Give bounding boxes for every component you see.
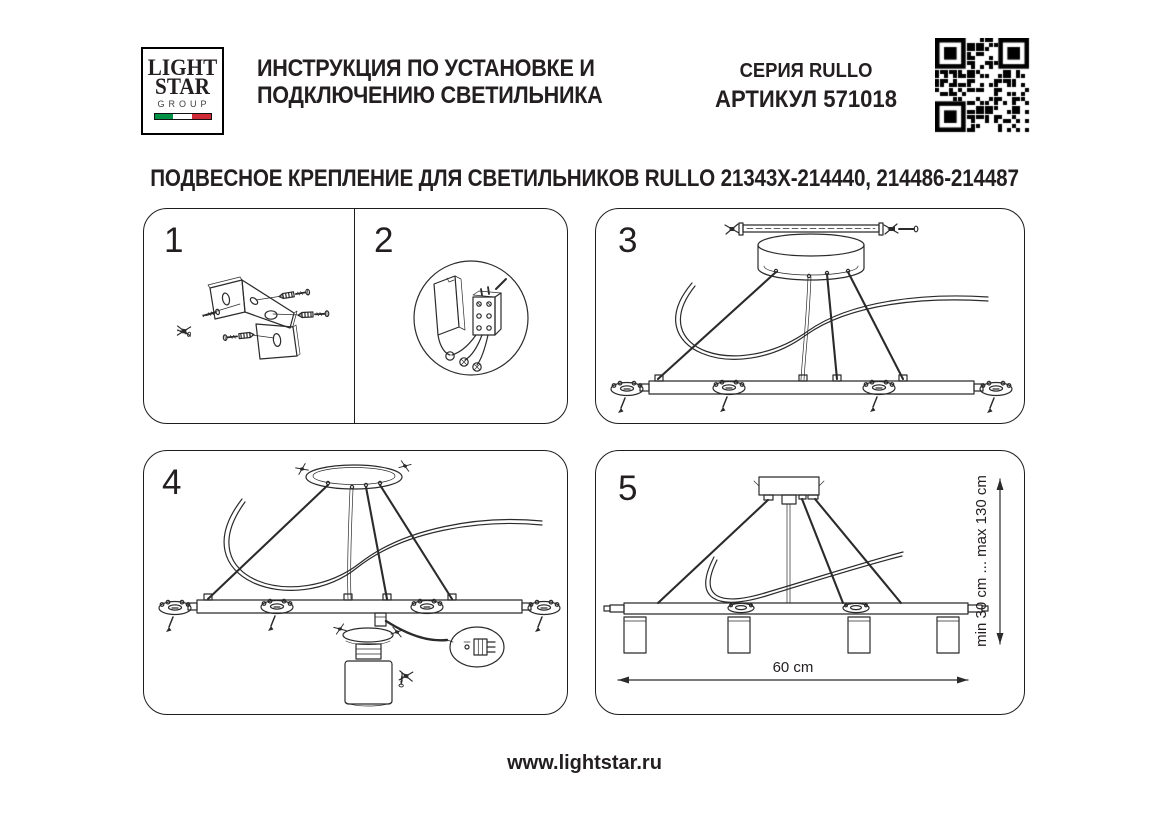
subtitle: ПОДВЕСНОЕ КРЕПЛЕНИЕ ДЛЯ СВЕТИЛЬНИКОВ RULLO 21343X-214440, 214486-214487 [150, 165, 1019, 192]
logo-word-light: LIGHT [147, 55, 218, 80]
title-line-1: ИНСТРУКЦИЯ ПО УСТАНОВКЕ И [257, 55, 595, 82]
step-5-box [595, 450, 1025, 715]
height-dimension-label: min 30 cm ... max 130 cm [973, 475, 990, 647]
website-url: www.lightstar.ru [507, 752, 662, 774]
logo-word-star: STAR [155, 74, 210, 99]
lightstar-logo [141, 47, 224, 135]
italian-flag-bar [154, 113, 212, 120]
step5-dimensions-diagram [596, 451, 1026, 716]
step-number-3: 3 [618, 221, 638, 260]
series-label: СЕРИЯ RULLO [739, 60, 873, 82]
title-line-2: ПОДКЛЮЧЕНИЮ СВЕТИЛЬНИКА [257, 82, 603, 109]
step2-wiring-detail-diagram [354, 209, 569, 425]
step-1-2-box [143, 208, 568, 424]
flag-green-segment [155, 114, 174, 119]
step-number-4: 4 [162, 463, 182, 502]
step1-bracket-diagram [144, 209, 354, 425]
width-dimension-label: 60 cm [772, 659, 814, 676]
article-label: АРТИКУЛ 571018 [715, 86, 897, 113]
step-number-2: 2 [374, 221, 394, 260]
flag-red-segment [192, 114, 211, 119]
qr-code [935, 38, 1030, 133]
step3-canopy-suspension-diagram [596, 209, 1026, 425]
page-title [257, 55, 602, 109]
logo-word-group: GROUP [157, 99, 211, 109]
step4-shade-wiring-diagram [144, 451, 569, 716]
step-number-1: 1 [164, 221, 184, 260]
step-number-5: 5 [618, 469, 638, 508]
flag-white-segment [173, 114, 192, 119]
series-article-block [700, 60, 912, 114]
step-3-box [595, 208, 1025, 424]
step-4-box [143, 450, 568, 715]
